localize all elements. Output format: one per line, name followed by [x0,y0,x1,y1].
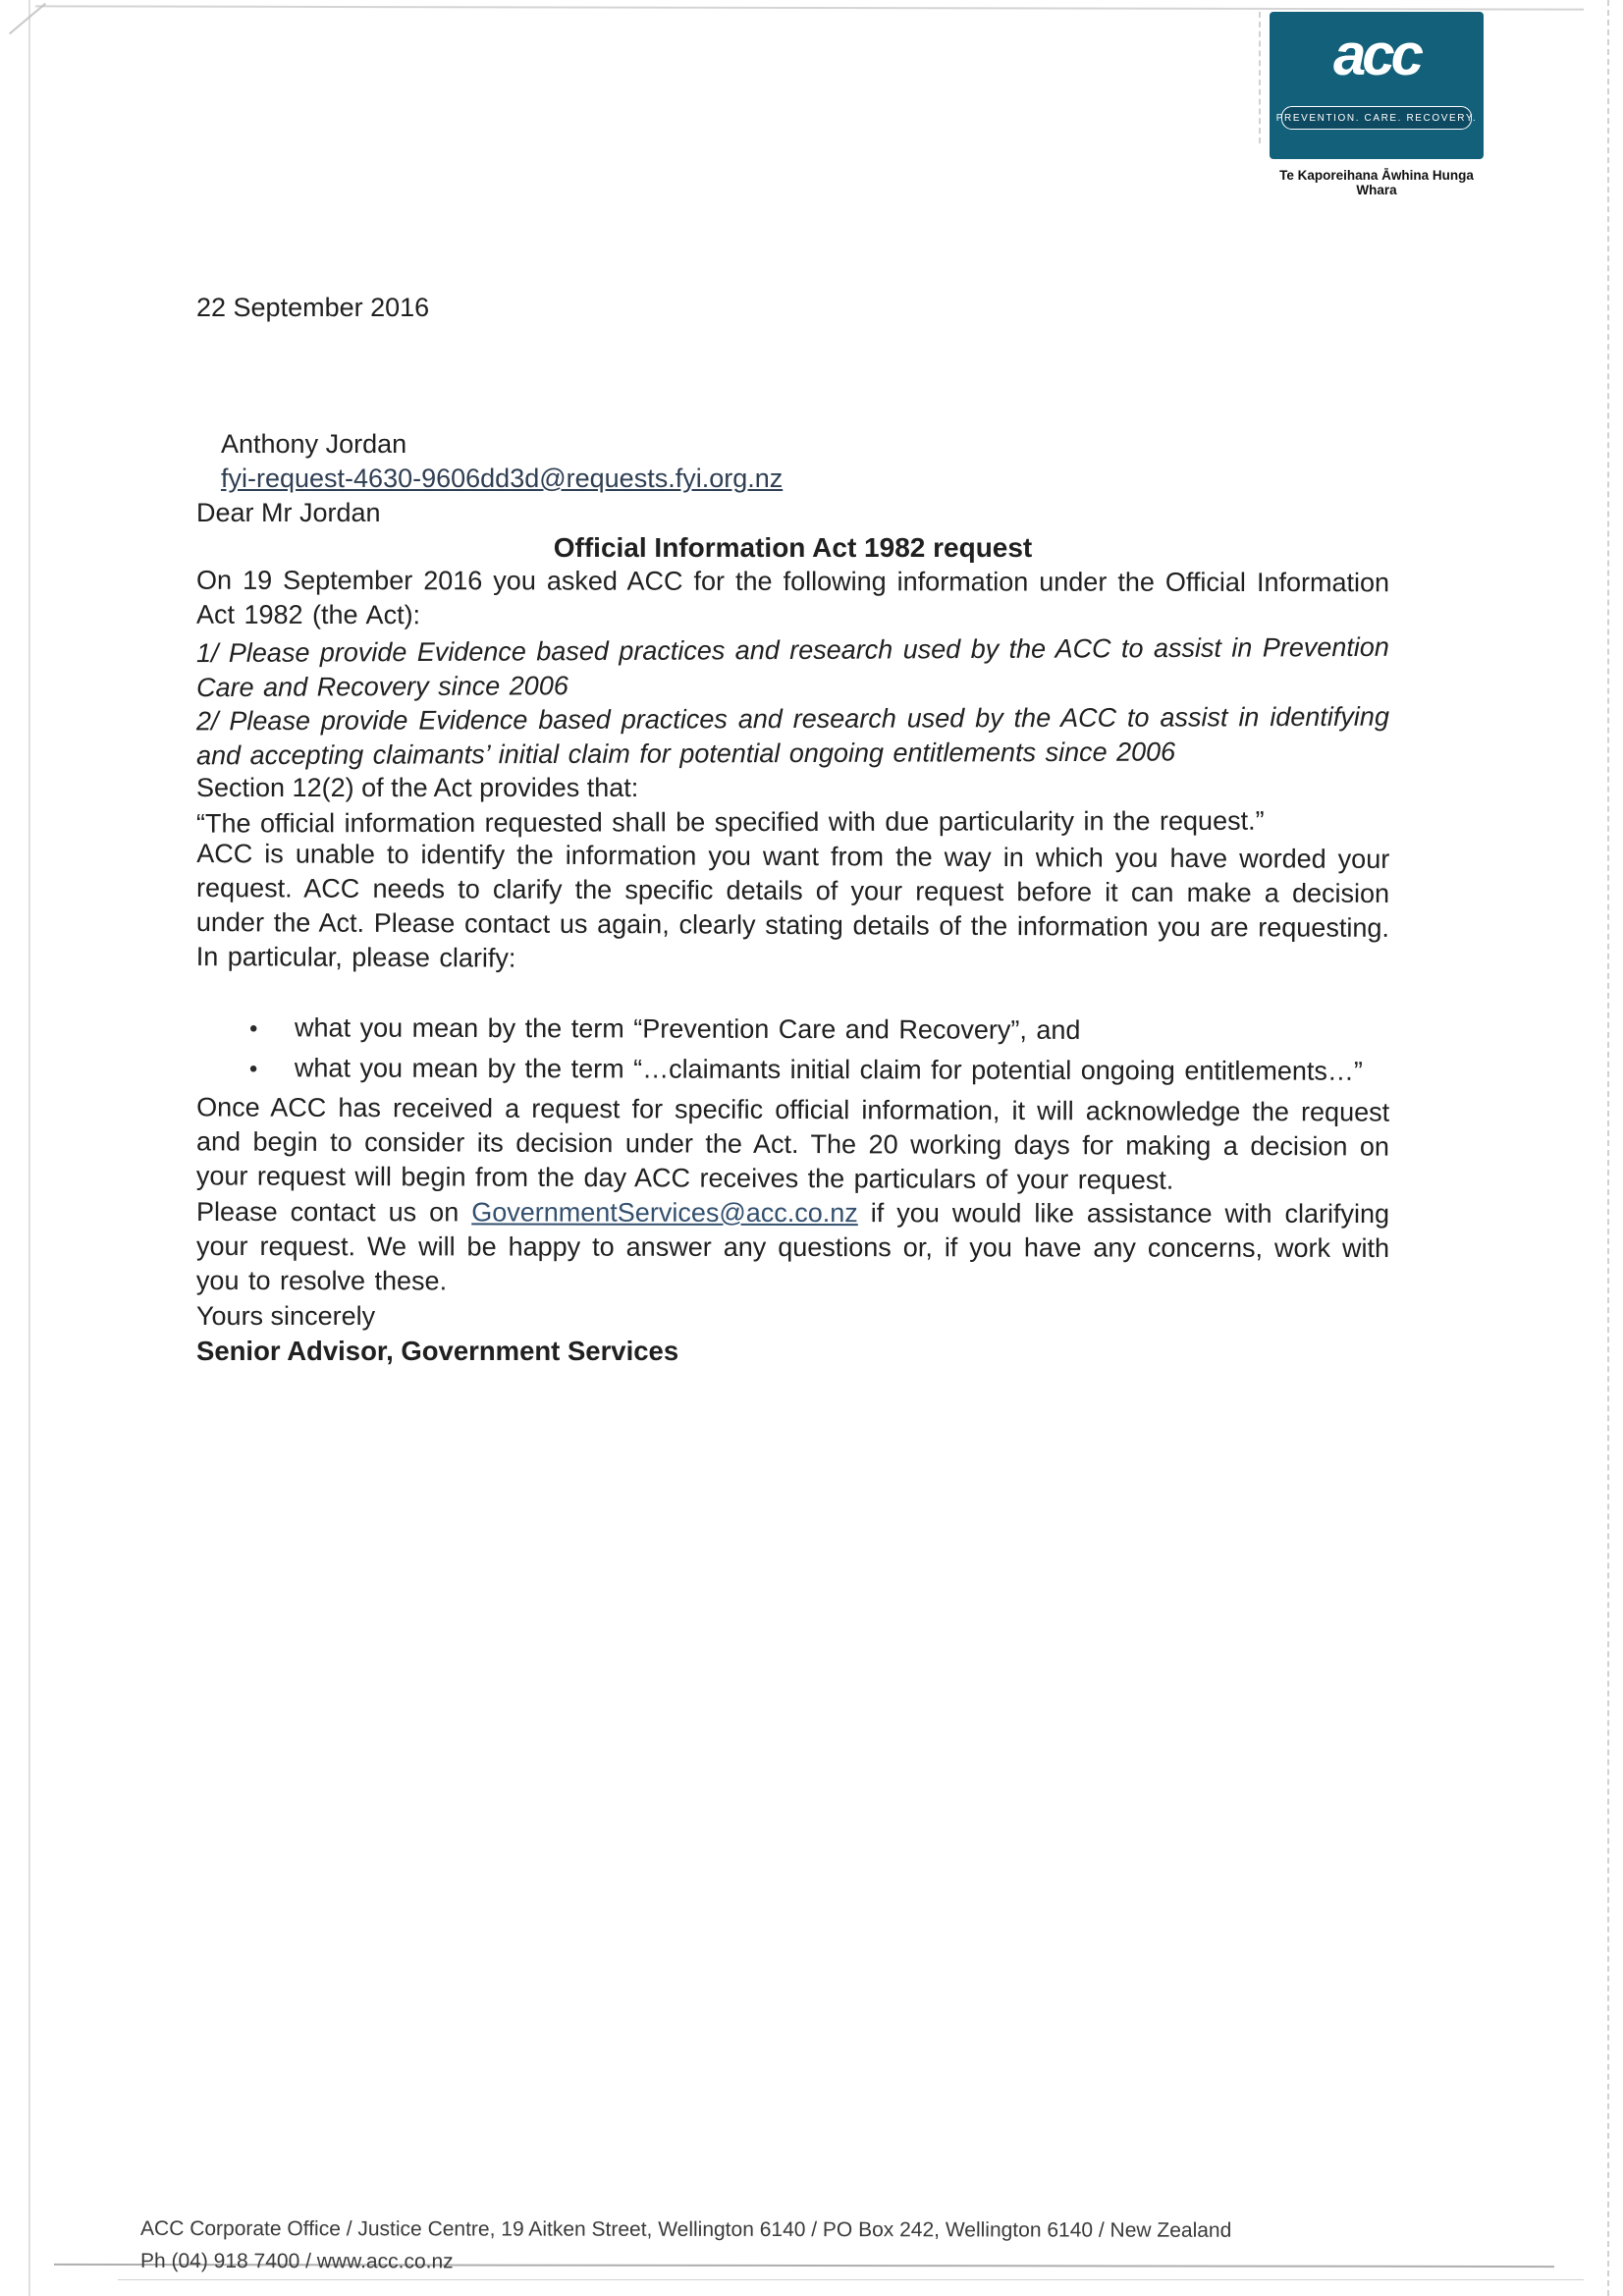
section-lead: Section 12(2) of the Act provides that: [196,773,639,802]
salutation: Dear Mr Jordan [196,498,381,527]
scan-right-edge-line [1607,0,1609,2296]
recipient-name: Anthony Jordan [221,429,407,459]
recipient-block [221,427,1389,496]
bullet-item [295,1051,1389,1089]
request-item-1: 1/ Please provide Evidence based practices and research used by the ACC to assist in Prevention Care and Recovery since 2006 [195,631,1389,703]
footer-phone-web: Ph (04) 918 7400 / www.acc.co.nz [139,2249,454,2273]
signature-title: Senior Advisor, Government Services [196,1336,679,1366]
contact-text-post: if you would like assistance with clarifying your request. We will be happy to answer any questions or, if you have any concerns, work with you to resolve these. [195,1198,1390,1296]
letter-footer [140,2213,1417,2279]
logo-tagline: PREVENTION. CARE. RECOVERY. [1275,112,1478,124]
bullet-item [295,1011,1389,1049]
bullet-text: what you mean by the term “…claimants initial claim for potential ongoing entitlements…” [294,1053,1363,1086]
letter-content [196,0,1389,1368]
recipient-email-link[interactable]: fyi-request-4630-9606dd3d@requests.fyi.org.nz [221,464,784,493]
clarification-paragraph: ACC is unable to identify the information you want from the way in which you have worded your request. ACC needs to clarify the specific details of your request before it can make a decision under the Act. Please contact us again, clearly stating details of the information you are requesting. In particular, please clarify: [195,839,1390,973]
request-item-2: 2/ Please provide Evidence based practices and research used by the ACC to assist in identifying and accepting claimants’ initial claim for potential ongoing entitlements since 2006 [195,701,1389,771]
section-quote: “The official information requested shall be specified with due particularity in the request.” [195,805,1265,839]
clarify-bullet-list [196,1011,1389,1089]
contact-text-pre: Please contact us on [196,1196,472,1228]
acc-wordmark: acc [1332,22,1421,87]
footer-address: ACC Corporate Office / Justice Centre, 19 Aitken Street, Wellington 6140 / PO Box 242, Wellington 6140 / New Zealand [140,2216,1232,2242]
process-paragraph: Once ACC has received a request for specific official information, it will acknowledge the request and begin to consider its decision under the Act. The 20 working days for making a decision on your request will begin from the day ACC receives the particulars of your request. [195,1092,1390,1195]
scan-left-edge-line [28,0,30,2296]
logo-maori-name: Te Kaporeihana Āwhina Hunga Whara [1279,168,1474,197]
bullet-icon [249,1051,258,1086]
bullet-icon [249,1011,258,1046]
bullet-text: what you mean by the term “Prevention Care and Recovery”, and [295,1012,1081,1045]
contact-paragraph [196,1195,1389,1300]
intro-paragraph: On 19 September 2016 you asked ACC for the following information under the Official Information Act 1982 (the Act): [195,565,1390,630]
contact-email-link[interactable]: GovernmentServices@acc.co.nz [471,1197,858,1229]
letter-date: 22 September 2016 [196,293,430,322]
scan-corner-mark [9,3,46,34]
subject-heading: Official Information Act 1982 request [553,532,1033,563]
closing: Yours sincerely [196,1301,376,1331]
scan-bottom-line-2 [118,2279,1584,2280]
